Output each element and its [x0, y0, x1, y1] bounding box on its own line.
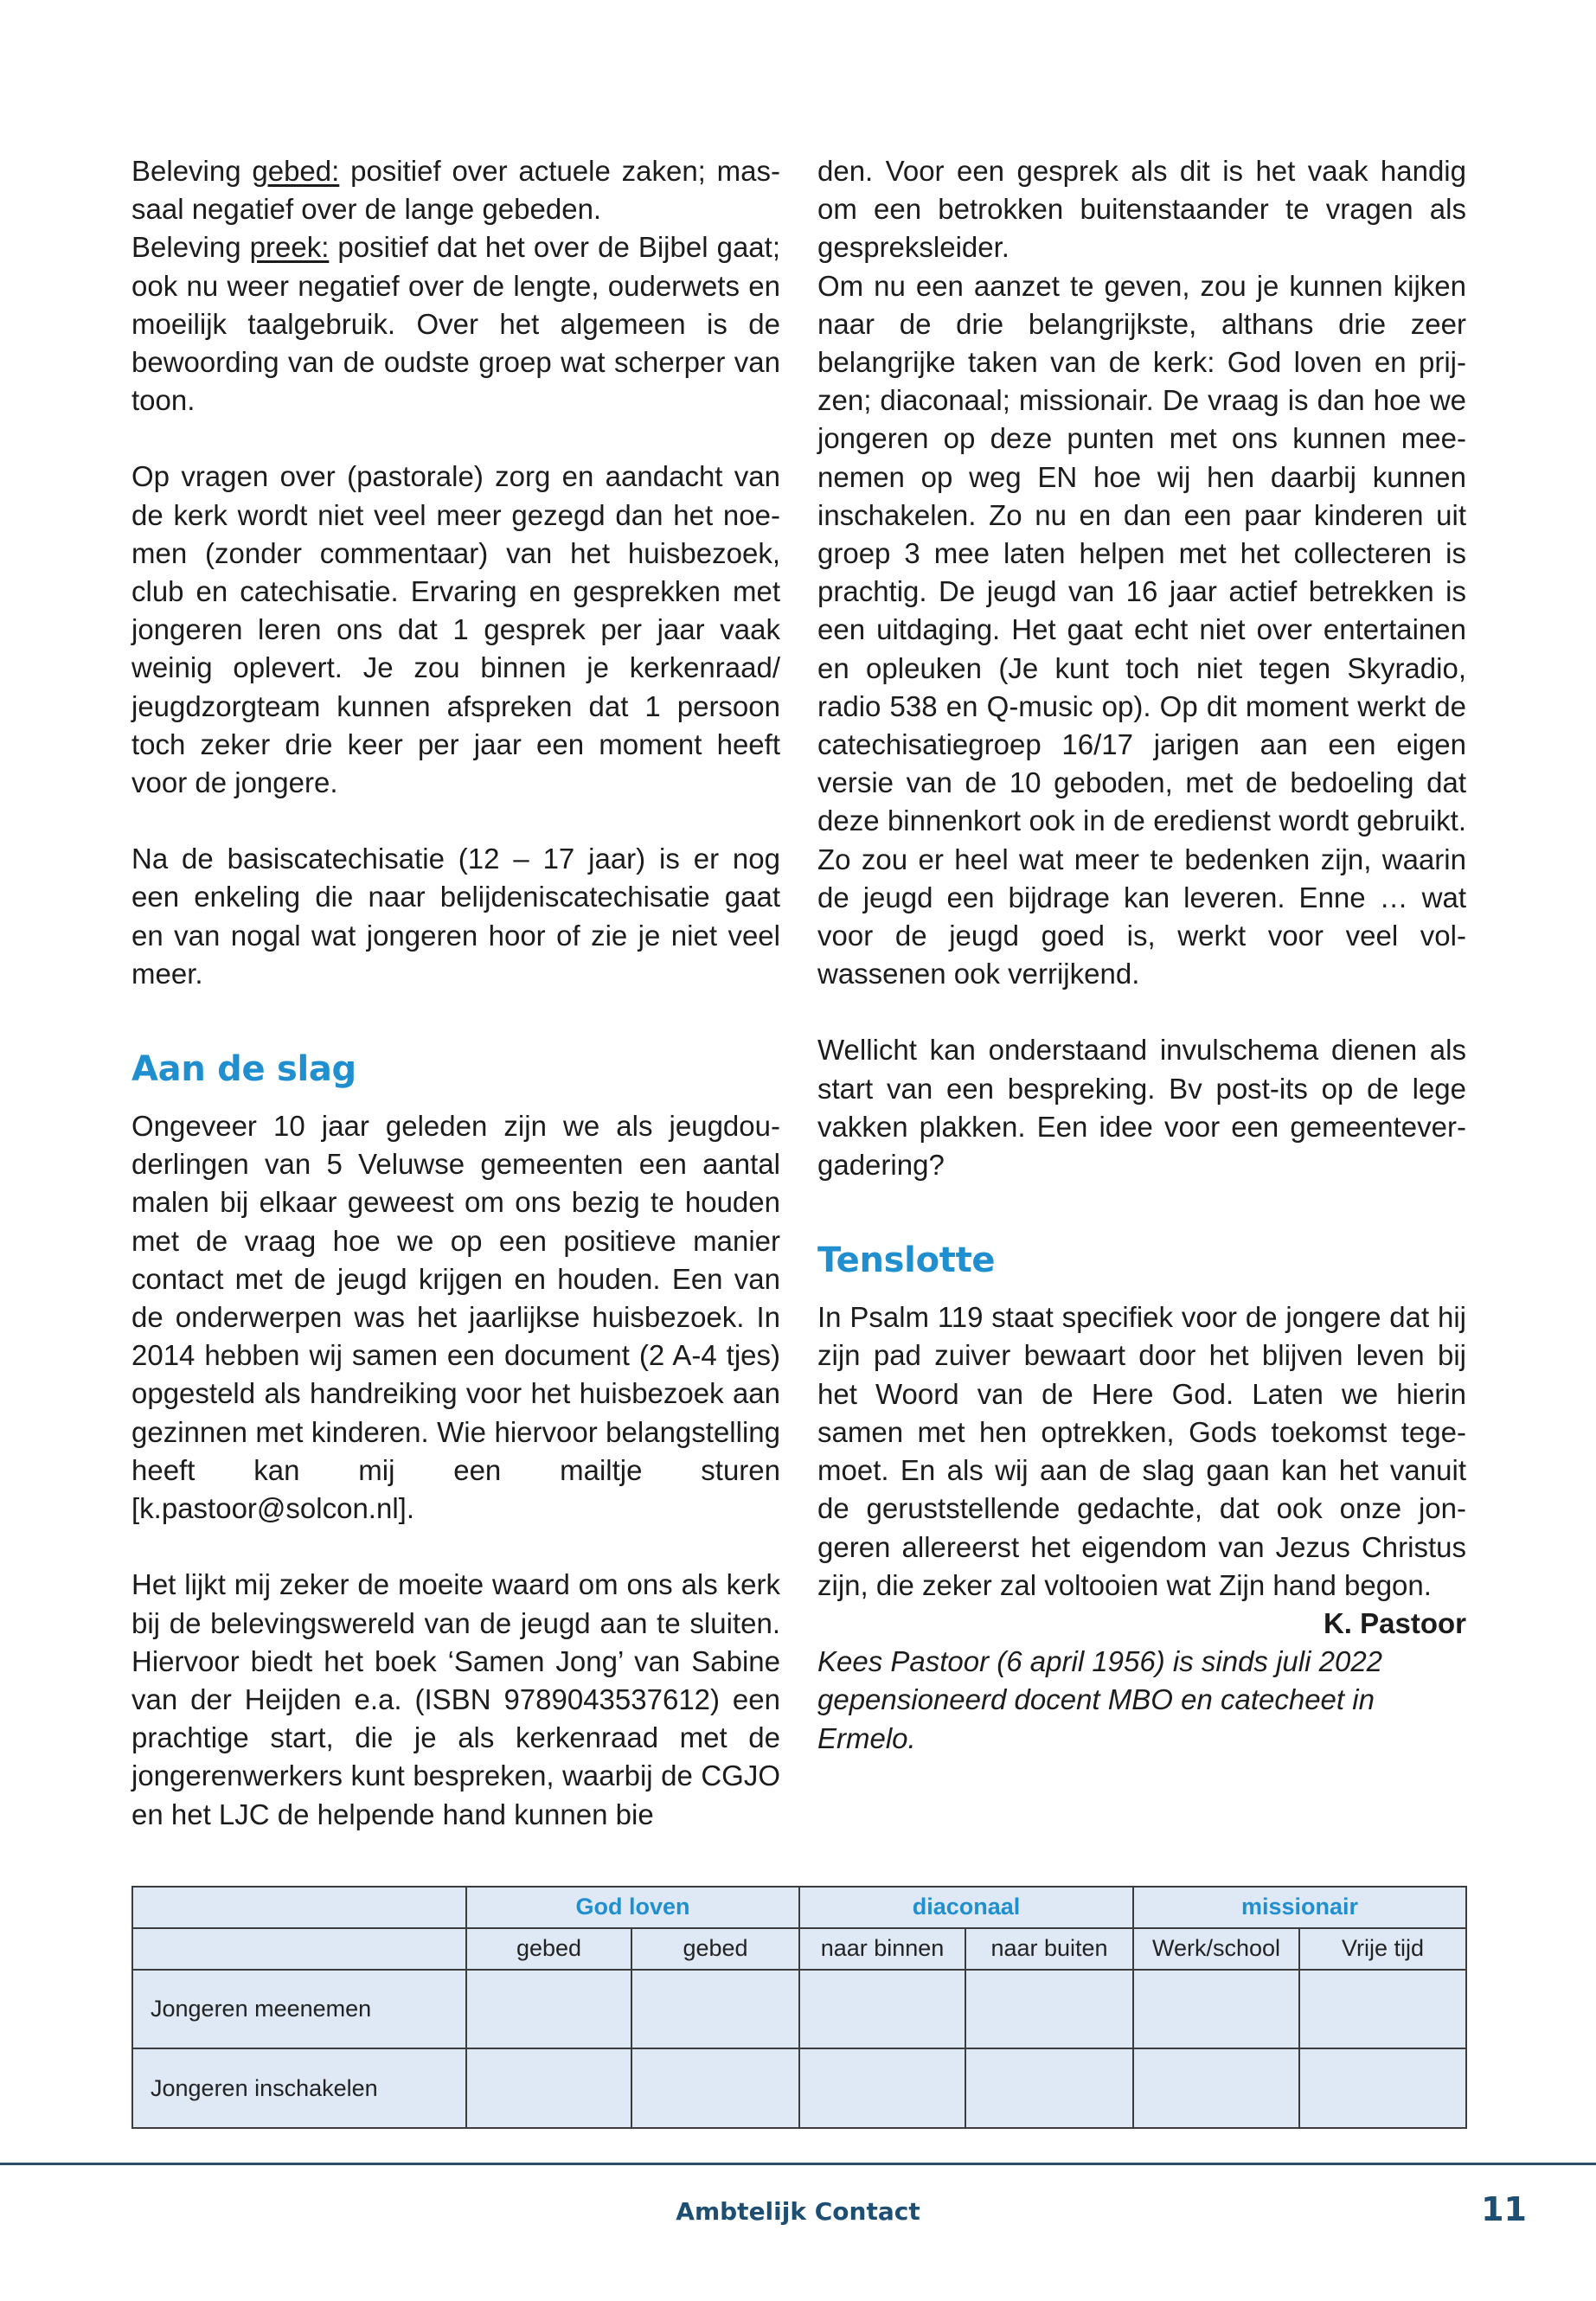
group-header-diaconaal: diaconaal: [799, 1887, 1133, 1928]
empty-cell: [631, 2048, 799, 2128]
paragraph-basiscatechisatie: Na de basiscatechisatie (12 – 17 jaar) is er nog een enkeling die naar belijdeniscatechisatie gaat en van nogal wat jongeren hoor of zie je niet veel meer.: [131, 843, 780, 990]
right-column: [817, 152, 1466, 1758]
row-label-meenemen: Jongeren meenemen: [132, 1970, 466, 2049]
subheader-cell: naar buiten: [965, 1928, 1133, 1970]
empty-cell: [1133, 1970, 1299, 2049]
subheader-cell: naar binnen: [799, 1928, 965, 1970]
left-column: [131, 152, 780, 1834]
empty-cell: [1299, 2048, 1466, 2128]
empty-cell: [466, 1970, 631, 2049]
paragraph-jeugdouderlingen: Ongeveer 10 jaar geleden zijn we als jeugdouderlingen van 5 Veluwse gemeenten een aantal malen bij elkaar geweest om ons bezig te houden met de vraag hoe we op een positieve manier contact met de jeugd krijgen en houden. Een van de onderwerpen was het jaarlijkse huisbezoek. In 2014 hebben wij samen een document (2 A-4 tjes) opgesteld als handreiking voor het huisbezoek aan gezinnen met kinderen. Wie hiervoor belangstelling heeft kan mij een mailtje sturen [k.pastoor@solcon.nl].: [131, 1110, 780, 1525]
invulschema-table: [131, 1886, 1467, 2129]
table-header-groups: [132, 1887, 1466, 1928]
table-row: [132, 1970, 1466, 2049]
heading-aan-de-slag: Aan de slag: [131, 1049, 356, 1090]
paragraph-gebed: [131, 152, 780, 228]
table-row: [132, 2048, 1466, 2128]
underlined-term: preek:: [249, 231, 330, 264]
heading-tenslotte: Tenslotte: [817, 1240, 996, 1281]
author-bio: Kees Pastoor (6 april 1956) is sinds juli 2022 gepensioneerd docent MBO en catecheet in Ermelo.: [817, 1645, 1383, 1754]
empty-cell: [466, 2048, 631, 2128]
subheader-cell: Vrije tijd: [1299, 1928, 1466, 1970]
author-signature: K. Pastoor: [1323, 1606, 1466, 1639]
empty-cell: [965, 2048, 1133, 2128]
group-header-missionair: missionair: [1133, 1887, 1466, 1928]
empty-cell: [799, 1970, 965, 2049]
footer-magazine-title: Ambtelijk Contact: [676, 2197, 920, 2226]
subheader-cell: gebed: [631, 1928, 799, 1970]
text: positief dat het over de Bijbel gaat; ook nu weer negatief over de lengte, ouderwets en moeilijk taalgebruik. Over het algemeen is de bewoording van de oudste groep wat scherper van toon.: [131, 231, 780, 417]
empty-cell: [631, 1970, 799, 2049]
table-header-subcolumns: [132, 1928, 1466, 1970]
paragraph-aanzet: Om nu een aanzet te geven, zou je kunnen kijken naar de drie belangrijkste, althans drie zeer belangrijke taken van de kerk: God loven en prijzen; diaconaal; missionair. De vraag is dan hoe we jongeren op deze punten met ons kunnen meenemen op weg EN hoe wij hen daarbij kunnen inschakelen. Zo nu en dan een paar kinderen uit groep 3 mee laten helpen met het collecteren is prachtig. De jeugd van 16 jaar actief betrekken is een uitdaging. Het gaat echt niet over entertainen en opleuken (Je kunt toch niet tegen Skyradio, radio 538 en Q-music op). Op dit moment werkt de catechisatiegroep 16/17 jarigen aan een eigen versie van de 10 geboden, met de bedoeling dat deze binnenkort ook in de eredienst wordt gebruikt. Zo zou er heel wat meer te bedenken zijn, waarin de jeugd een bijdrage kan leveren. Enne … wat voor de jeugd goed is, werkt voor veel volwassenen ook verrijkend.: [817, 269, 1466, 990]
page-number: 11: [1481, 2190, 1527, 2228]
footer-divider: [0, 2163, 1596, 2165]
text: Beleving: [131, 231, 250, 264]
text: positief over actuele zaken; massaal negatief over de lange gebeden.: [131, 155, 780, 226]
empty-cell: [799, 2048, 965, 2128]
empty-cell: [132, 1887, 466, 1928]
empty-cell: [132, 1928, 466, 1970]
paragraph-invulschema: Wellicht kan onderstaand invulschema dienen als start van een bespreking. Bv post-its op de lege vakken plakken. Een idee voor een gemeentevergadering?: [817, 1034, 1466, 1182]
subheader-cell: gebed: [466, 1928, 631, 1970]
paragraph-psalm: In Psalm 119 staat specifiek voor de jongere dat hij zijn pad zuiver bewaart door het blijven leven bij het Woord van de Here God. Laten we hierin samen met hen optrekken, Gods toekomst tegemoet. En als wij aan de slag gaan kan het vanuit de geruststellende gedachte, dat ook onze jongeren allereerst het eigendom van Jezus Christus zijn, die zeker zal voltooien wat Zijn hand begon.: [817, 1301, 1466, 1601]
text: Beleving: [131, 155, 253, 187]
empty-cell: [1133, 2048, 1299, 2128]
group-header-god-loven: God loven: [466, 1887, 799, 1928]
empty-cell: [965, 1970, 1133, 2049]
row-label-inschakelen: Jongeren inschakelen: [132, 2048, 466, 2128]
subheader-cell: Werk/school: [1133, 1928, 1299, 1970]
underlined-term: gebed:: [252, 155, 340, 187]
paragraph-gespreksleider: den. Voor een gesprek als dit is het vaak handig om een betrokken buitenstaander te vragen als gespreksleider.: [817, 155, 1466, 264]
empty-cell: [1299, 1970, 1466, 2049]
paragraph-samen-jong: Het lijkt mij zeker de moeite waard om ons als kerk bij de belevingswereld van de jeugd aan te sluiten. Hiervoor biedt het boek ‘Samen Jong’ van Sabine van der Heijden e.a. (ISBN 9789043537612) een prachtige start, die je als kerkenraad met de jongerenwerkers kunt bespreken, waarbij de CGJO en het LJC de helpende hand kunnen bie: [131, 1568, 780, 1830]
paragraph-zorg: Op vragen over (pastorale) zorg en aandacht van de kerk wordt niet veel meer gezegd dan het noemen (zonder commentaar) van het huisbezoek, club en catechisatie. Ervaring en gesprekken met jongeren leren ons dat 1 gesprek per jaar vaak weinig oplevert. Je zou binnen je kerkenraad/ jeugdzorgteam kunnen afspreken dat 1 persoon toch zeker drie keer per jaar een moment heeft voor de jongere.: [131, 460, 780, 799]
paragraph-preek: [131, 228, 780, 420]
